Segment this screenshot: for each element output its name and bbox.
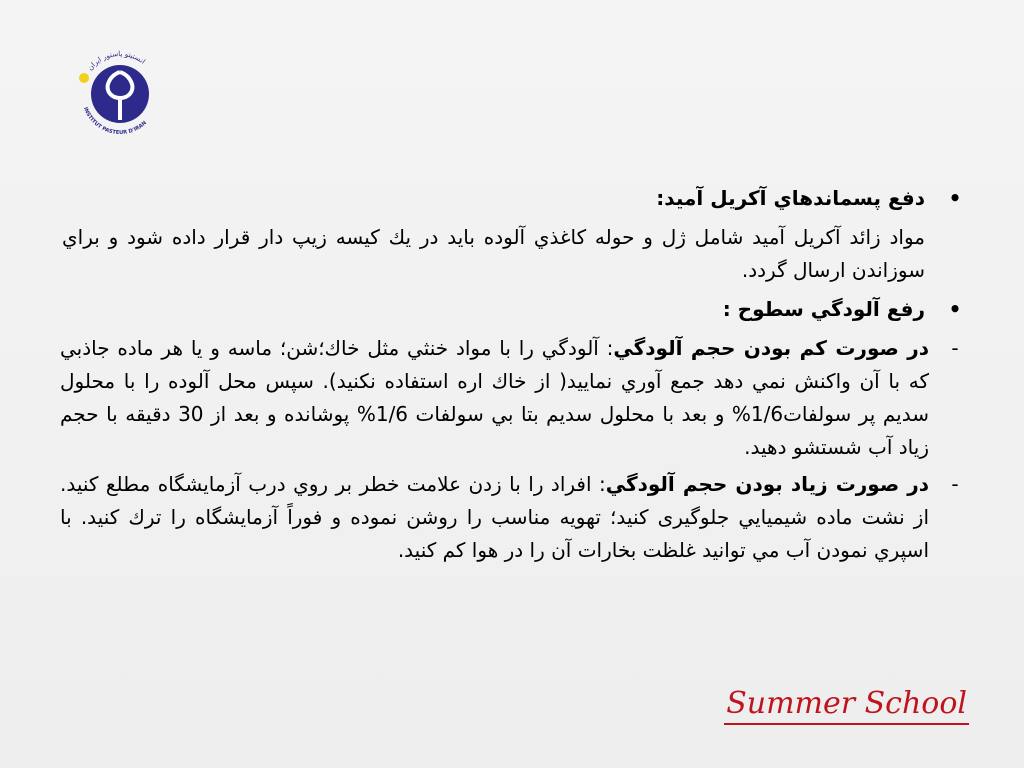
list-item xyxy=(60,468,965,567)
institute-logo xyxy=(70,48,170,138)
heading-text: دفع پسماندهاي آكريل آميد: xyxy=(656,186,925,210)
logo-accent-dot xyxy=(79,73,89,83)
heading-text: رفع آلودگي سطوح : xyxy=(722,297,925,321)
logo-bottom-text: INSTITUT PASTEUR D'IRAN xyxy=(81,106,148,137)
item-bold-lead: در صورت زياد بودن حجم آلودگي xyxy=(605,472,930,496)
slide-content xyxy=(60,182,965,571)
item-text: : آلودگي را با مواد خنثي مثل خاك؛شن؛ ماسه و يا هر ماده جاذبي كه با آن واكنش نمي دهد جمع آوري نماييد( از خاك اره استفاده نكنيد). سپس محل آلوده را با محلول سديم پر سولفات1/6% و بعد با محلول سديم بتا بي سولفات 1/6% پوشانده و بعد از 30 دقيقه با حجم زياد آب شستشو دهيد. xyxy=(60,336,929,459)
dash-marker: - xyxy=(951,336,959,360)
dash-marker: - xyxy=(951,472,959,496)
logo-top-text: انستیتو پاستور ایران xyxy=(86,49,147,73)
section-body: مواد زائد آكريل آميد شامل ژل و حوله كاغذي آلوده بايد در يك كيسه زيپ دار قرار داده شود و براي سوزاندن ارسال گردد. xyxy=(62,225,925,282)
section-heading xyxy=(60,293,965,326)
list-item xyxy=(60,332,965,464)
bullet-marker: • xyxy=(948,186,962,210)
bullet-marker: • xyxy=(948,297,962,321)
item-bold-lead: در صورت كم بودن حجم آلودگي xyxy=(613,336,929,360)
item-text: : افراد را با زدن علامت خطر بر روي درب آزمايشگاه مطلع كنيد. از نشت ماده شيميايي جلوگيری كنيد؛ تهويه مناسب را روشن نموده و فوراً آزمايشگاه را ترك كنيد. با اسپري نمودن آب مي توانيد غلظت بخارات آن را در هوا كم كنيد. xyxy=(60,472,929,562)
section-heading xyxy=(60,182,965,215)
footer-summer-school: Summer School xyxy=(724,686,969,725)
